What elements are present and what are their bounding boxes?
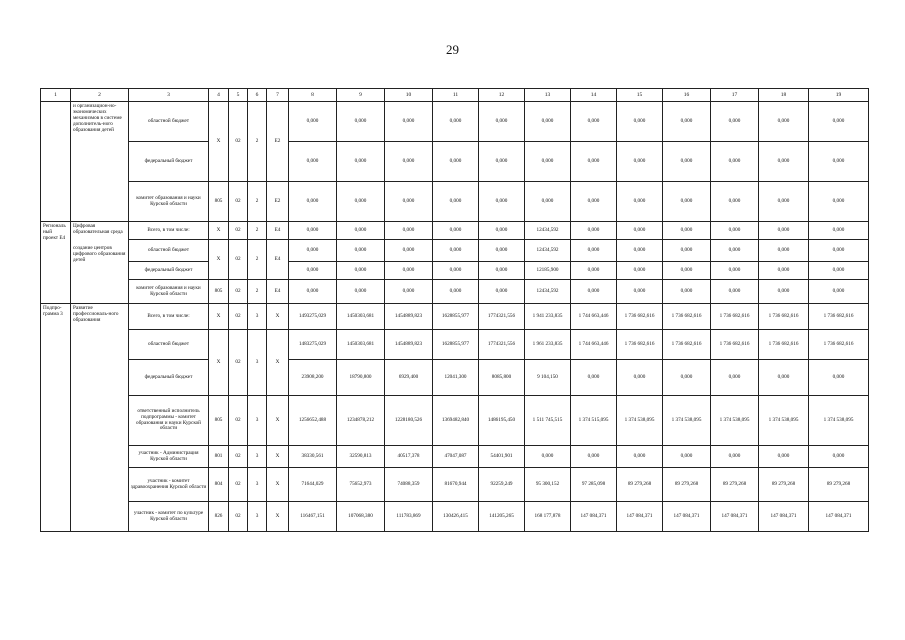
column-header: 18 (759, 89, 809, 102)
value-cell: 1369482,840 (433, 396, 479, 446)
pr-cell: 2 (248, 102, 267, 182)
value-cell: 0,000 (809, 262, 869, 280)
column-header: 17 (711, 89, 759, 102)
value-cell: 12041,300 (433, 360, 479, 396)
value-cell: 1234878,212 (337, 396, 385, 446)
column-header: 3 (129, 89, 209, 102)
cs-cell: Х (267, 502, 289, 532)
value-cell: 1 736 682,616 (759, 330, 809, 360)
column-header: 1 (41, 89, 71, 102)
source-cell: участник - комитет по культуре Курской области (129, 502, 209, 532)
page-number: 29 (446, 42, 459, 57)
project-name: Цифровая образовательная среда (73, 223, 123, 235)
header-row (41, 89, 869, 102)
value-cell: 12434,592 (525, 240, 571, 262)
value-cell: 0,000 (711, 102, 759, 142)
value-cell: 1 736 682,616 (617, 304, 663, 330)
cs-cell: Х (267, 396, 289, 446)
grbs-cell: Х (209, 102, 229, 182)
value-cell: 0,000 (711, 280, 759, 304)
value-cell: 0,000 (809, 446, 869, 468)
value-cell: 1 374 538,095 (809, 396, 869, 446)
source-cell: федеральный бюджет (129, 262, 209, 280)
value-cell: 0,000 (479, 102, 525, 142)
value-cell: 89 279,268 (759, 468, 809, 502)
value-cell: 0,000 (385, 182, 433, 222)
value-cell: 8085,800 (479, 360, 525, 396)
event-name (71, 222, 129, 304)
value-cell: 0,000 (759, 102, 809, 142)
value-cell: 0,000 (759, 182, 809, 222)
value-cell: 0,000 (663, 182, 711, 222)
value-cell: 1 736 682,616 (663, 330, 711, 360)
value-cell: 0,000 (289, 240, 337, 262)
value-cell: 0,000 (617, 142, 663, 182)
value-cell: 0,000 (433, 102, 479, 142)
value-cell: 1450303,681 (337, 304, 385, 330)
value-cell: 0,000 (759, 222, 809, 240)
table-row (41, 240, 869, 262)
value-cell: 1493275,029 (289, 304, 337, 330)
rz-cell: 02 (229, 102, 248, 182)
table-row (41, 446, 869, 468)
value-cell: 0,000 (617, 102, 663, 142)
value-cell: 0,000 (289, 142, 337, 182)
value-cell: 0,000 (385, 280, 433, 304)
pr-cell: 3 (248, 446, 267, 468)
value-cell: 54401,901 (479, 446, 525, 468)
value-cell: 74088,359 (385, 468, 433, 502)
value-cell: 1454889,823 (385, 330, 433, 360)
value-cell: 18790,800 (337, 360, 385, 396)
value-cell: 1 736 682,616 (711, 304, 759, 330)
value-cell: 1628855,977 (433, 330, 479, 360)
pr-cell: 2 (248, 280, 267, 304)
cs-cell: Е4 (267, 240, 289, 280)
value-cell: 0,000 (479, 142, 525, 182)
value-cell: 0,000 (571, 446, 617, 468)
cs-cell: Х (267, 304, 289, 330)
rz-cell: 02 (229, 280, 248, 304)
value-cell: 0,000 (433, 280, 479, 304)
value-cell: 1454889,823 (385, 304, 433, 330)
grbs-cell: Х (209, 330, 229, 396)
value-cell: 0,000 (337, 182, 385, 222)
source-cell: комитет образования и науки Курской области (129, 182, 209, 222)
value-cell: 147 084,371 (759, 502, 809, 532)
source-cell: ответственный исполнитель подпрограммы - комитет образования и науки Курской области (129, 396, 209, 446)
value-cell: 0,000 (809, 280, 869, 304)
value-cell: 1 736 682,616 (711, 330, 759, 360)
value-cell: 0,000 (663, 102, 711, 142)
value-cell: 1 374 538,095 (617, 396, 663, 446)
table-row (41, 102, 869, 142)
grbs-cell: 801 (209, 446, 229, 468)
column-header: 12 (479, 89, 525, 102)
table-row (41, 304, 869, 330)
column-header: 19 (809, 89, 869, 102)
value-cell: 92259,249 (479, 468, 525, 502)
value-cell: 0,000 (525, 102, 571, 142)
value-cell: 0,000 (571, 280, 617, 304)
value-cell: 1 374 538,095 (663, 396, 711, 446)
source-cell: областной бюджет (129, 330, 209, 360)
value-cell: 32590,813 (337, 446, 385, 468)
value-cell: 1 736 682,616 (809, 304, 869, 330)
value-cell: 0,000 (711, 446, 759, 468)
cs-cell: Х (267, 330, 289, 396)
column-header: 16 (663, 89, 711, 102)
value-cell: 0,000 (809, 240, 869, 262)
value-cell: 0,000 (433, 142, 479, 182)
value-cell: 0,000 (385, 102, 433, 142)
value-cell: 141205,265 (479, 502, 525, 532)
value-cell: 0,000 (337, 142, 385, 182)
value-cell: 1774321,556 (479, 330, 525, 360)
value-cell: 0,000 (759, 142, 809, 182)
pr-cell: 3 (248, 468, 267, 502)
table-row (41, 502, 869, 532)
value-cell: 1 744 663,446 (571, 330, 617, 360)
value-cell: 81670,944 (433, 468, 479, 502)
rz-cell: 02 (229, 396, 248, 446)
value-cell: 0,000 (617, 280, 663, 304)
value-cell: 0,000 (433, 222, 479, 240)
value-cell: 0,000 (571, 222, 617, 240)
rz-cell: 02 (229, 446, 248, 468)
column-header: 9 (337, 89, 385, 102)
value-cell: 0,000 (571, 262, 617, 280)
cs-cell: Е4 (267, 222, 289, 240)
grbs-cell: 805 (209, 280, 229, 304)
status-cell: Подпро-грамма 3 (41, 304, 71, 532)
grbs-cell: Х (209, 240, 229, 280)
value-cell: 1 961 233,835 (525, 330, 571, 360)
value-cell: 0,000 (337, 222, 385, 240)
source-cell: участник - Администрация Курской области (129, 446, 209, 468)
pr-cell: 2 (248, 240, 267, 280)
table-row (41, 280, 869, 304)
pr-cell: 3 (248, 502, 267, 532)
event-name: Развитие профессиональ-ного образования (71, 304, 129, 532)
source-cell: участник - комитет здравоохранения Курской области (129, 468, 209, 502)
value-cell: 0,000 (337, 280, 385, 304)
value-cell: 0,000 (663, 222, 711, 240)
column-header: 4 (209, 89, 229, 102)
value-cell: 0,000 (479, 280, 525, 304)
value-cell: 0,000 (759, 446, 809, 468)
value-cell: 147 084,371 (711, 502, 759, 532)
value-cell: 23908,200 (289, 360, 337, 396)
column-header: 14 (571, 89, 617, 102)
table-row (41, 330, 869, 360)
value-cell: 0,000 (479, 182, 525, 222)
value-cell: 0,000 (711, 360, 759, 396)
table-row (41, 142, 869, 182)
rz-cell: 02 (229, 240, 248, 280)
value-cell: 111783,869 (385, 502, 433, 532)
value-cell: 0,000 (809, 142, 869, 182)
grbs-cell: 805 (209, 182, 229, 222)
value-cell: 0,000 (663, 280, 711, 304)
value-cell: 12434,592 (525, 280, 571, 304)
value-cell: 0,000 (759, 280, 809, 304)
value-cell: 0,000 (571, 240, 617, 262)
value-cell: 95 300,152 (525, 468, 571, 502)
source-cell: областной бюджет (129, 102, 209, 142)
status-cell (41, 102, 71, 222)
value-cell: 71644,029 (289, 468, 337, 502)
value-cell: 0,000 (663, 446, 711, 468)
value-cell: 0,000 (571, 182, 617, 222)
value-cell: 0,000 (289, 182, 337, 222)
value-cell: 1 736 682,616 (809, 330, 869, 360)
table-row (41, 468, 869, 502)
value-cell: 1 744 663,446 (571, 304, 617, 330)
value-cell: 1 374 515,095 (571, 396, 617, 446)
value-cell: 1 941 233,835 (525, 304, 571, 330)
value-cell: 89 279,268 (711, 468, 759, 502)
column-header: 2 (71, 89, 129, 102)
value-cell: 0,000 (711, 262, 759, 280)
value-cell: 0,000 (433, 240, 479, 262)
pr-cell: 3 (248, 304, 267, 330)
value-cell: 38330,561 (289, 446, 337, 468)
cs-cell: Е4 (267, 280, 289, 304)
source-cell: областной бюджет (129, 240, 209, 262)
grbs-cell: Х (209, 222, 229, 240)
value-cell: 0,000 (809, 102, 869, 142)
value-cell: 0,000 (433, 262, 479, 280)
rz-cell: 02 (229, 468, 248, 502)
value-cell: 1256652,488 (289, 396, 337, 446)
value-cell: 75652,973 (337, 468, 385, 502)
value-cell: 1774321,556 (479, 304, 525, 330)
cs-cell: Е2 (267, 182, 289, 222)
value-cell: 1 374 538,095 (711, 396, 759, 446)
value-cell: 1 736 682,616 (759, 304, 809, 330)
column-header: 10 (385, 89, 433, 102)
source-cell: федеральный бюджет (129, 360, 209, 396)
value-cell: 0,000 (337, 102, 385, 142)
column-header: 11 (433, 89, 479, 102)
value-cell: 0,000 (289, 102, 337, 142)
grbs-cell: 805 (209, 396, 229, 446)
value-cell: 0,000 (289, 222, 337, 240)
value-cell: 0,000 (663, 360, 711, 396)
value-cell: 0,000 (663, 142, 711, 182)
value-cell: 0,000 (385, 142, 433, 182)
value-cell: 168 177,878 (525, 502, 571, 532)
value-cell: 97 285,098 (571, 468, 617, 502)
value-cell: 0,000 (759, 262, 809, 280)
value-cell: 0,000 (289, 280, 337, 304)
value-cell: 0,000 (617, 446, 663, 468)
table-row (41, 262, 869, 280)
value-cell: 147 084,371 (617, 502, 663, 532)
value-cell: 47047,087 (433, 446, 479, 468)
value-cell: 147 084,371 (571, 502, 617, 532)
value-cell: 0,000 (571, 360, 617, 396)
value-cell: 0,000 (759, 360, 809, 396)
table-row (41, 360, 869, 396)
value-cell: 1450303,681 (337, 330, 385, 360)
value-cell: 0,000 (525, 446, 571, 468)
event-name: и организацион-но-экономических механизмов в системе дополнитель-ного образования детей (71, 102, 129, 222)
value-cell: 147 084,371 (663, 502, 711, 532)
table-row (41, 182, 869, 222)
value-cell: 89 279,268 (617, 468, 663, 502)
rz-cell: 02 (229, 182, 248, 222)
value-cell: 0,000 (711, 222, 759, 240)
source-cell: федеральный бюджет (129, 142, 209, 182)
column-header: 13 (525, 89, 571, 102)
status-cell: Региональ ный проект Е4 (41, 222, 71, 304)
column-header: 8 (289, 89, 337, 102)
value-cell: 89 279,268 (809, 468, 869, 502)
column-header: 5 (229, 89, 248, 102)
column-header: 7 (267, 89, 289, 102)
value-cell: 0,000 (433, 182, 479, 222)
value-cell: 1228180,526 (385, 396, 433, 446)
value-cell: 0,000 (385, 240, 433, 262)
value-cell: 116467,151 (289, 502, 337, 532)
value-cell: 0,000 (479, 240, 525, 262)
value-cell: 0,000 (617, 240, 663, 262)
value-cell: 1 736 682,616 (617, 330, 663, 360)
value-cell: 0,000 (525, 142, 571, 182)
table-row (41, 222, 869, 240)
value-cell: 1486195,450 (479, 396, 525, 446)
value-cell: 0,000 (289, 262, 337, 280)
source-cell: Всего, в том числе: (129, 304, 209, 330)
value-cell: 40517,378 (385, 446, 433, 468)
value-cell: 0,000 (479, 222, 525, 240)
value-cell: 0,000 (385, 222, 433, 240)
value-cell: 89 279,268 (663, 468, 711, 502)
rz-cell: 02 (229, 330, 248, 396)
value-cell: 0,000 (385, 262, 433, 280)
cs-cell: Х (267, 446, 289, 468)
value-cell: 1628855,977 (433, 304, 479, 330)
value-cell: 0,000 (809, 222, 869, 240)
cs-cell: Х (267, 468, 289, 502)
grbs-cell: 804 (209, 468, 229, 502)
value-cell: 1 511 745,515 (525, 396, 571, 446)
pr-cell: 2 (248, 222, 267, 240)
grbs-cell: Х (209, 304, 229, 330)
source-cell: комитет образования и науки Курской области (129, 280, 209, 304)
table-row (41, 396, 869, 446)
value-cell: 0,000 (663, 240, 711, 262)
value-cell: 0,000 (337, 262, 385, 280)
value-cell: 0,000 (711, 182, 759, 222)
value-cell: 0,000 (479, 262, 525, 280)
value-cell: 0,000 (711, 240, 759, 262)
value-cell: 1 736 682,616 (663, 304, 711, 330)
value-cell: 1 374 538,095 (759, 396, 809, 446)
value-cell: 107068,380 (337, 502, 385, 532)
value-cell: 0,000 (617, 222, 663, 240)
rz-cell: 02 (229, 502, 248, 532)
value-cell: 0,000 (711, 142, 759, 182)
value-cell: 1483275,029 (289, 330, 337, 360)
value-cell: 0,000 (663, 262, 711, 280)
value-cell: 6929,400 (385, 360, 433, 396)
budget-table (40, 88, 869, 532)
value-cell: 130426,415 (433, 502, 479, 532)
value-cell: 0,000 (525, 182, 571, 222)
value-cell: 0,000 (617, 360, 663, 396)
value-cell: 0,000 (617, 182, 663, 222)
source-cell: Всего, в том числе: (129, 222, 209, 240)
rz-cell: 02 (229, 304, 248, 330)
value-cell: 0,000 (759, 240, 809, 262)
column-header: 15 (617, 89, 663, 102)
value-cell: 0,000 (809, 360, 869, 396)
pr-cell: 2 (248, 182, 267, 222)
project-subname: создание центров цифрового образования детей (73, 244, 126, 263)
rz-cell: 02 (229, 222, 248, 240)
column-header: 6 (248, 89, 267, 102)
value-cell: 12434,592 (525, 222, 571, 240)
pr-cell: 3 (248, 396, 267, 446)
pr-cell: 3 (248, 330, 267, 396)
value-cell: 9 104,150 (525, 360, 571, 396)
value-cell: 147 084,371 (809, 502, 869, 532)
value-cell: 12185,900 (525, 262, 571, 280)
value-cell: 0,000 (809, 182, 869, 222)
value-cell: 0,000 (617, 262, 663, 280)
cs-cell: Е2 (267, 102, 289, 182)
value-cell: 0,000 (337, 240, 385, 262)
value-cell: 0,000 (571, 102, 617, 142)
grbs-cell: 826 (209, 502, 229, 532)
value-cell: 0,000 (571, 142, 617, 182)
